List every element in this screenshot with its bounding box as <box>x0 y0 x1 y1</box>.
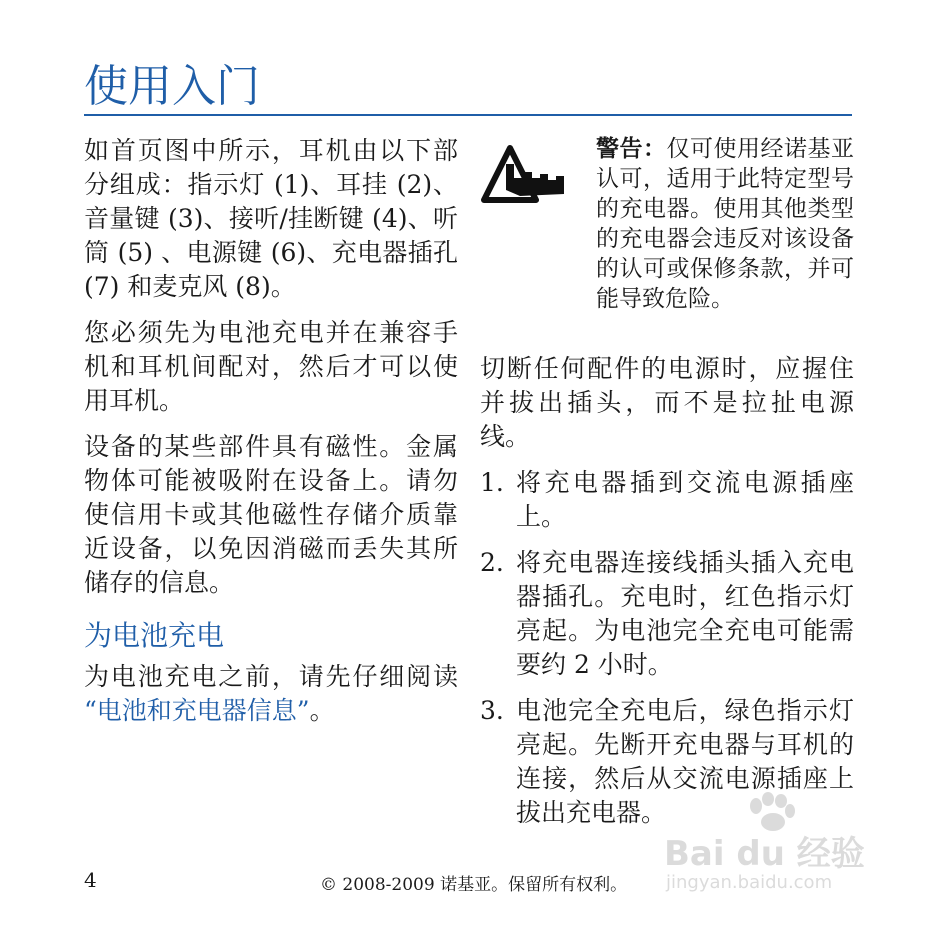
title-rule <box>84 114 852 116</box>
copyright-text: © 2008-2009 诺基亚。保留所有权利。 <box>320 875 628 895</box>
pairing-paragraph: 您必须先为电池充电并在兼容手机和耳机间配对，然后才可以使用耳机。 <box>84 318 458 415</box>
charge-text-after: 。 <box>309 696 335 725</box>
watermark-url: jingyan.baidu.com <box>666 872 833 893</box>
baidu-watermark <box>656 792 876 902</box>
step-text: 将充电器连接线插头插入充电器插孔。充电时，红色指示灯亮起。为电池完全充电可能需要约 2 小时。 <box>516 548 854 679</box>
section-heading-charge: 为电池充电 <box>84 619 225 652</box>
right-column <box>480 352 854 842</box>
magnet-paragraph: 设备的某些部件具有磁性。金属物体可能被吸附在设备上。请勿使信用卡或其他磁性存储介质靠近设备，以免因消磁而丢失其所储存的信息。 <box>84 432 458 597</box>
left-column <box>84 134 458 740</box>
warning-body: 仅可使用经诺基亚认可，适用于此特定型号的充电器。使用其他类型的充电器会违反对该设备的认可或保修条款，并可能导致危险。 <box>596 136 854 312</box>
step-number: 3. <box>480 696 504 725</box>
intro-paragraph: 如首页图中所示，耳机由以下部分组成：指示灯 (1)、耳挂 (2)、音量键 (3)、接听/挂断键 (4)、听筒 (5) 、电源键 (6)、充电器插孔 (7) 和麦克风 (8)。 <box>84 136 458 301</box>
battery-info-link[interactable]: “电池和充电器信息” <box>84 696 310 725</box>
unplug-paragraph: 切断任何配件的电源时，应握住并拔出插头，而不是拉扯电源线。 <box>480 354 854 451</box>
step-number: 2. <box>480 548 504 577</box>
watermark-brand: Bai du 经验 <box>664 834 865 874</box>
warning-hand-icon <box>480 144 570 204</box>
warning-label: 警告： <box>596 135 667 162</box>
charge-paragraph <box>84 660 458 728</box>
warning-text <box>596 134 854 314</box>
page-title: 使用入门 <box>84 61 260 112</box>
step-text: 电池完全充电后，绿色指示灯亮起。先断开充电器与耳机的连接，然后从交流电源插座上拔出充电器。 <box>516 696 854 827</box>
step-item <box>480 546 854 682</box>
page-number: 4 <box>84 868 97 892</box>
charge-text-before: 为电池充电之前，请先仔细阅读 <box>84 662 458 691</box>
warning-box <box>480 134 854 344</box>
charge-steps <box>480 466 854 830</box>
step-text: 将充电器插到交流电源插座上。 <box>516 468 854 531</box>
step-number: 1. <box>480 468 504 497</box>
step-item <box>480 466 854 534</box>
